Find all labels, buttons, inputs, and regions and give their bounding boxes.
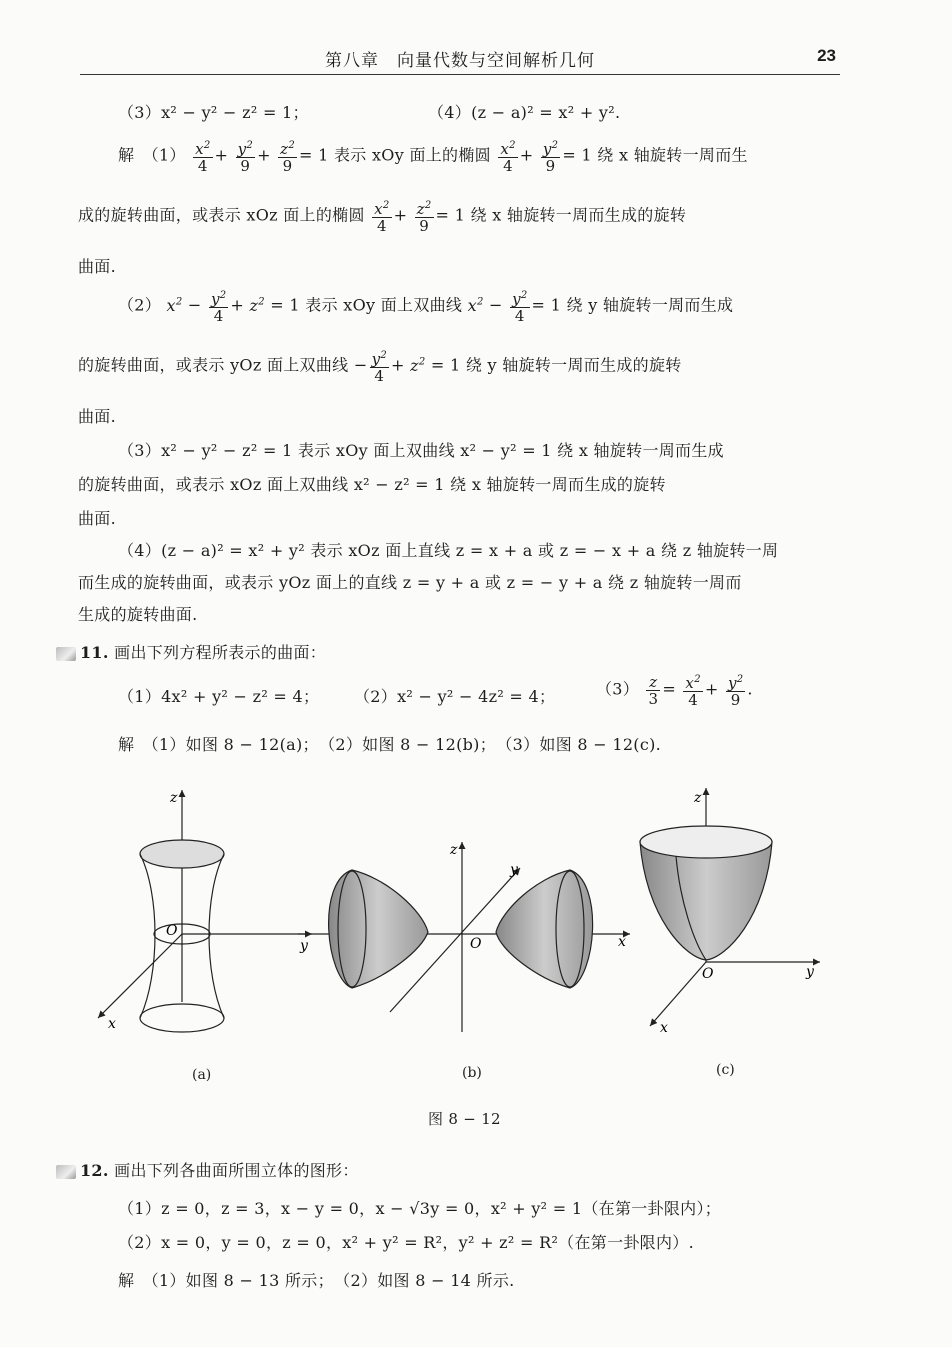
axis-x-b: x bbox=[618, 934, 626, 950]
solution-3-line-1: （3）x² − y² − z² = 1 表示 xOy 面上双曲线 x² − y² = 1 绕 x 轴旋转一周而生成 bbox=[118, 441, 724, 460]
problem-11-number: 11. bbox=[80, 643, 109, 662]
problem-marker-icon bbox=[56, 1165, 76, 1179]
axis-x-c: x bbox=[660, 1020, 668, 1036]
prev-eq-4: （4）(z − a)² = x² + y². bbox=[428, 103, 621, 122]
chapter-title: 第八章 向量代数与空间解析几何 bbox=[325, 51, 595, 71]
surfaces-figure bbox=[90, 782, 850, 1082]
page-header bbox=[80, 40, 840, 75]
caption-c: (c) bbox=[716, 1062, 735, 1078]
problem-12-title bbox=[56, 1158, 359, 1181]
problem-11-eq-2: （2）x² − y² − 4z² = 4； bbox=[354, 687, 556, 706]
axis-z-a: z bbox=[170, 790, 178, 806]
axis-y-c: y bbox=[806, 964, 814, 980]
solution-3-line-2: 的旋转曲面，或表示 xOz 面上双曲线 x² − z² = 1 绕 x 轴旋转一周而生成的旋转 bbox=[78, 475, 666, 494]
axis-x-a: x bbox=[108, 1016, 116, 1032]
solution-2-text-b: 表示 xOy 面上双曲线 bbox=[305, 295, 463, 315]
problem-12-answer: 解 （1）如图 8 − 13 所示； （2）如图 8 − 14 所示. bbox=[118, 1271, 515, 1290]
solution-1-line-2b: 绕 x 轴旋转一周而生成的旋转 bbox=[470, 205, 687, 225]
solution-1-line-2: 成的旋转曲面，或表示 xOz 面上的椭圆 $\frac{x^2}{4}$ + $\frac{z^2}{9}$ = 1 绕 x 轴旋转一周而生成的旋转 bbox=[78, 200, 687, 235]
solution-4-line-3: 生成的旋转曲面. bbox=[78, 605, 198, 624]
hyperboloid-two-sheets bbox=[298, 842, 630, 1032]
solution-2-line-1: （2） $x^2$ − $\frac{y^2}{4}$ + $z^2 = 1$ 表示 xOy 面上双曲线 $x^2$ − $\frac{y^2}{4}$ = 1 绕 y 轴旋转一周而生成 bbox=[118, 290, 734, 325]
problem-12-eq-1: （1）z = 0，z = 3，x − y = 0，x − √3y = 0，x² + y² = 1（在第一卦限内）； bbox=[118, 1199, 722, 1218]
axis-z-b: z bbox=[450, 842, 458, 858]
solution-2-line-2a: 的旋转曲面，或表示 yOz 面上双曲线 bbox=[78, 355, 349, 375]
problem-11-eq-3-label: （3） bbox=[596, 679, 640, 699]
hyperboloid-one-sheet bbox=[98, 790, 312, 1032]
elliptic-paraboloid bbox=[640, 788, 820, 1026]
figure-8-12 bbox=[90, 782, 850, 1082]
caption-a: (a) bbox=[192, 1067, 212, 1083]
problem-11-eq-1: （1）4x² + y² − z² = 4； bbox=[118, 687, 320, 706]
solution-4-line-1: （4）(z − a)² = x² + y² 表示 xOz 面上直线 z = x + a 或 z = − x + a 绕 z 轴旋转一周 bbox=[118, 541, 779, 560]
problem-12-number: 12. bbox=[80, 1161, 109, 1180]
origin-a: O bbox=[166, 923, 178, 939]
solution-1-line-3: 曲面. bbox=[78, 257, 116, 276]
problem-11-eq-3: （3） $\frac{z}{3}$ = $\frac{x^2}{4}$ + $\frac{y^2}{9}$ . bbox=[596, 672, 753, 709]
solution-1-line-1: 解 （1） $\frac{x^2}{4}$ + $\frac{y^2}{9}$ + $\frac{z^2}{9}$ = 1 表示 xOy 面上的椭圆 $\frac{x^2}{4}$ + $\frac{y^2}{9}$ = 1 绕 x 轴旋转一周而生 bbox=[118, 140, 748, 175]
solution-3-line-3: 曲面. bbox=[78, 509, 116, 528]
problem-12-eq-2: （2）x = 0，y = 0，z = 0，x² + y² = R²，y² + z² = R²（在第一卦限内）. bbox=[118, 1233, 694, 1252]
prev-eq-3: （3）x² − y² − z² = 1； bbox=[118, 103, 309, 122]
solution-1-text-c: 绕 x 轴旋转一周而生 bbox=[597, 145, 748, 165]
solution-2-line-2b: 绕 y 轴旋转一周而生成的旋转 bbox=[465, 355, 682, 375]
origin-b: O bbox=[470, 936, 482, 952]
solution-2-line-3: 曲面. bbox=[78, 407, 116, 426]
page-number: 23 bbox=[817, 46, 836, 65]
solution-1-label: 解 （1） bbox=[118, 145, 186, 165]
solution-4-line-2: 而生成的旋转曲面，或表示 yOz 面上的直线 z = y + a 或 z = − y + a 绕 z 轴旋转一周而 bbox=[78, 573, 742, 592]
caption-b: (b) bbox=[462, 1065, 482, 1081]
solution-2-line-2: 的旋转曲面，或表示 yOz 面上双曲线 − $\frac{y^2}{4}$ + $z^2 = 1$ 绕 y 轴旋转一周而生成的旋转 bbox=[78, 350, 682, 385]
solution-1-text-b: 表示 xOy 面上的椭圆 bbox=[334, 145, 491, 165]
axis-y-a: y bbox=[300, 938, 308, 954]
axis-y-b: y bbox=[510, 862, 518, 878]
problem-12-text: 画出下列各曲面所围立体的图形： bbox=[114, 1161, 359, 1180]
problem-11-answer: 解 （1）如图 8 − 12(a)； （2）如图 8 − 12(b)； （3）如图 8 − 12(c). bbox=[118, 735, 662, 754]
origin-c: O bbox=[702, 966, 714, 982]
problem-marker-icon bbox=[56, 647, 76, 661]
figure-caption: 图 8 − 12 bbox=[428, 1110, 501, 1128]
axis-z-c: z bbox=[694, 790, 702, 806]
solution-2-text-c: 绕 y 轴旋转一周而生成 bbox=[566, 295, 734, 315]
problem-11-text: 画出下列方程所表示的曲面： bbox=[114, 643, 327, 662]
solution-1-line-2a: 成的旋转曲面，或表示 xOz 面上的椭圆 bbox=[78, 205, 365, 225]
problem-11-title bbox=[56, 640, 326, 663]
solution-2-label: （2） bbox=[118, 295, 162, 315]
